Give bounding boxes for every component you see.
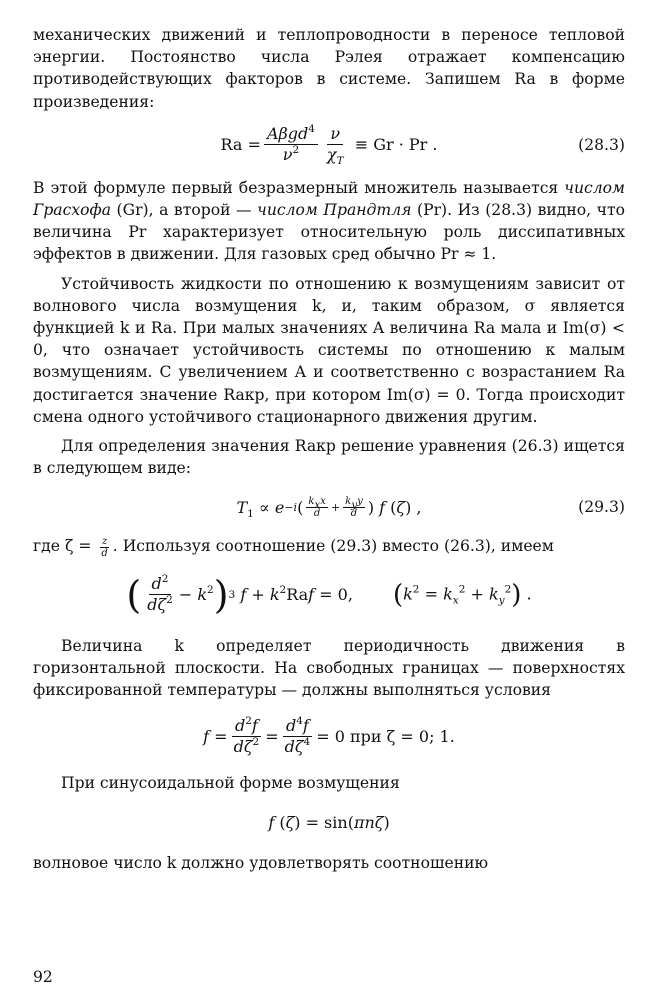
equation-differential: ( $\frac{d^2}{d\zeta^2}$ − $k^2$ ) 3 $f + k^2Raf = 0$, $(k^2 = k_x^2 + k_y^2)$ .: [126, 572, 532, 617]
equation-number: (28.3): [578, 135, 625, 154]
equation-28-3: Ra = $\frac{A\beta gd^4}{\nu^2}$ $\frac{\nu}{\chi_T}$ ≡ Gr · Pr . (28.3): [220, 123, 625, 168]
equation-29-3: $T_1 \propto e$ − i ( $\frac{k_xx}{d}$ + $\frac{k_yy}{d}$ ) f (ζ) , (29.3): [236, 495, 625, 520]
page-body: [33, 24, 625, 874]
equation-number: (29.3): [578, 498, 625, 517]
equation-sinusoid: f (ζ) = sin(πnζ): [268, 813, 390, 833]
paragraph-2: В этой формуле первый безразмерный множитель называется числом Грасхофа (Gr), а второй — числом Прандтля (Pr). Из (28.3) видно, что величина Pr характеризует относительную роль диссипативных эффектов в движении. Для газовых сред обычно Pr ≈ 1.: [33, 178, 625, 264]
paragraph-4: Для определения значения Raкр решение уравнения (26.3) ищется в следующем виде:: [33, 437, 625, 478]
equation-boundary: f = $\frac{d^2f}{d\zeta^2}$ = $\frac{d^4f}{d\zeta^4}$ = 0 при ζ = 0; 1.: [203, 715, 455, 757]
equation-condition-text: = 0 при ζ = 0; 1.: [316, 727, 455, 747]
paragraph-3: Устойчивость жидкости по отношению к возмущениям зависит от волнового числа возмущения k, и, таким образом, σ является функцией k и Ra. При малых значениях A величина Ra мала и Im(σ) < 0, что означает устойчивость системы по отношению к малым возмущениям. С увеличением A и соответственно с возрастанием Ra достигается значение Raкр, при котором Im(σ) = 0. Тогда происходит смена одного устойчивого стационарного движения другим.: [33, 274, 625, 426]
paragraph-1: механических движений и теплопроводности в переносе тепловой энергии. Постоянство числа Рэлея отражает компенсацию противодействующих факторов в системе. Запишем Ra в форме произведения:: [33, 26, 625, 111]
paragraph-7: При синусоидальной форме возмущения: [61, 773, 400, 792]
paragraph-8: волновое число k должно удовлетворять соотношению: [33, 853, 489, 872]
page-number: 92: [33, 968, 53, 986]
paragraph-5: где ζ = $\frac{z}{d}$ . Используя соотношение (29.3) вместо (26.3), имеем: [33, 535, 554, 559]
paragraph-6: Величина k определяет периодичность движения в горизонтальной плоскости. На свободных границах — поверхностях фиксированной температуры — должны выполняться условия: [33, 636, 625, 700]
